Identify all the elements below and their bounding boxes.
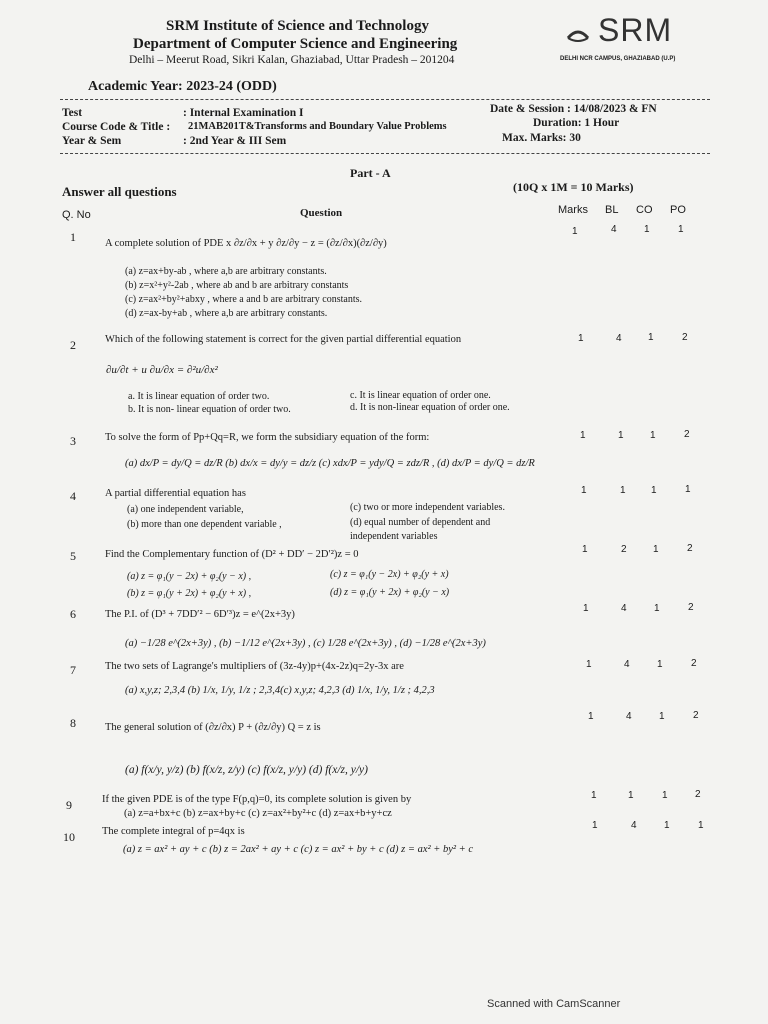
- option: (b) z = φ₁(y + 2x) + φ₂(y + x) ,: [127, 588, 252, 599]
- test-label: Test: [62, 107, 83, 119]
- divider: [60, 153, 710, 154]
- question-formula: ∂u/∂t + u ∂u/∂x = ∂²u/∂x²: [106, 364, 218, 376]
- bl-value: 4: [611, 224, 617, 235]
- instruction: Answer all questions: [62, 184, 177, 199]
- option: (c) z=ax²+by²+abxy , where a and b are arbitrary constants.: [125, 294, 362, 305]
- question-text: A partial differential equation has: [105, 488, 246, 499]
- option: (b) z=x²+y²-2ab , where ab and b are arbitrary constants: [125, 280, 349, 291]
- option: a. It is linear equation of order two.: [128, 391, 270, 402]
- test-value: : Internal Examination I: [183, 107, 304, 119]
- srm-logo: [560, 12, 730, 72]
- marks-value: 1: [582, 544, 588, 555]
- bl-value: 2: [621, 544, 627, 555]
- bl-value: 1: [620, 485, 626, 496]
- question-number: 9: [66, 798, 72, 812]
- po-value: 2: [687, 543, 693, 554]
- question-number: 8: [70, 716, 76, 730]
- srm-logo-icon: [564, 26, 592, 44]
- co-value: 1: [651, 485, 657, 496]
- bl-value: 4: [624, 659, 630, 670]
- co-value: 1: [657, 659, 663, 670]
- option: (a) z = φ₁(y − 2x) + φ₂(y − x) ,: [127, 571, 252, 582]
- marks-value: 1: [578, 333, 584, 344]
- question-text: The complete integral of p=4qx is: [102, 826, 245, 837]
- marks-scheme: (10Q x 1M = 10 Marks): [513, 180, 634, 194]
- po-value: 2: [691, 658, 697, 669]
- option: (d) z=ax-by+ab , where a,b are arbitrary constants.: [125, 308, 328, 319]
- divider: [60, 99, 710, 100]
- question-number: 5: [70, 549, 76, 563]
- marks-value: 1: [586, 659, 592, 670]
- option: (b) more than one dependent variable ,: [127, 519, 282, 530]
- question-text: Find the Complementary function of (D² + DD′ − 2D′²)z = 0: [105, 549, 359, 560]
- scanner-watermark: Scanned with CamScanner: [487, 998, 621, 1010]
- question-text: To solve the form of Pp+Qq=R, we form the subsidiary equation of the form:: [105, 432, 430, 443]
- option: (c) z = φ₁(y − 2x) + φ₂(y + x): [330, 569, 449, 580]
- date-session: Date & Session : 14/08/2023 & FN: [490, 103, 657, 115]
- marks-value: 1: [583, 603, 589, 614]
- co-value: 1: [648, 332, 654, 343]
- bl-value: 4: [631, 820, 637, 831]
- max-marks: Max. Marks: 30: [502, 132, 581, 144]
- option: c. It is linear equation of order one.: [350, 390, 491, 401]
- question-number: 4: [70, 489, 76, 503]
- question-number: 6: [70, 607, 76, 621]
- question-text: The P.I. of (D³ + 7DD′² − 6D′³)z = e^(2x+3y): [105, 609, 295, 620]
- po-value: 2: [695, 789, 701, 800]
- question-formula: (a) f(x/y, y/z) (b) f(x/z, z/y) (c) f(x/z, y/y) (d) f(x/z, y/y): [125, 764, 368, 776]
- po-value: 1: [678, 224, 684, 235]
- col-po: PO: [670, 204, 686, 216]
- question-formula: (a) z = ax² + ay + c (b) z = 2ax² + ay + c (c) z = ax² + by + c (d) z = ax² + by² + c: [123, 844, 474, 855]
- option: (a) one independent variable,: [127, 504, 244, 515]
- option: (c) two or more independent variables.: [350, 502, 505, 513]
- question-text: A complete solution of PDE x ∂z/∂x + y ∂z/∂y − z = (∂z/∂x)(∂z/∂y): [105, 238, 387, 249]
- marks-value: 1: [588, 711, 594, 722]
- part-title: Part - A: [350, 166, 391, 180]
- logo-subtitle: DELHI NCR CAMPUS, GHAZIABAD (U.P): [560, 56, 676, 62]
- question-text: The two sets of Lagrange's multipliers of (3z-4y)p+(4x-2z)q=2y-3x are: [105, 661, 404, 672]
- question-formula: (a) x,y,z; 2,3,4 (b) 1/x, 1/y, 1/z ; 2,3,4(c) x,y,z; 4,2,3 (d) 1/x, 1/y, 1/z ; 4,2,3: [125, 685, 435, 696]
- marks-value: 1: [581, 485, 587, 496]
- logo-text: SRM: [598, 12, 673, 48]
- course-title: 21MAB201T&Transforms and Boundary Value Problems: [188, 121, 447, 132]
- option: b. It is non- linear equation of order two.: [128, 404, 291, 415]
- institute-name: SRM Institute of Science and Technology: [166, 18, 429, 34]
- duration: Duration: 1 Hour: [533, 117, 620, 129]
- bl-value: 1: [628, 790, 634, 801]
- col-marks: Marks: [558, 204, 588, 216]
- bl-value: 4: [616, 333, 622, 344]
- question-formula: (a) z=a+bx+c (b) z=ax+by+c (c) z=ax²+by²+c (d) z=ax+b+y+cz: [124, 808, 392, 819]
- question-text: Which of the following statement is correct for the given partial differential equation: [105, 334, 462, 345]
- col-qno: Q. No: [62, 209, 91, 221]
- po-value: 1: [685, 484, 691, 495]
- marks-value: 1: [591, 790, 597, 801]
- co-value: 1: [650, 430, 656, 441]
- co-value: 1: [662, 790, 668, 801]
- option: (d) equal number of dependent and independent variables: [350, 517, 491, 542]
- bl-value: 4: [626, 711, 632, 722]
- marks-value: 1: [592, 820, 598, 831]
- marks-value: 1: [572, 226, 578, 237]
- year-value: : 2nd Year & III Sem: [183, 135, 287, 147]
- question-number: 7: [70, 663, 76, 677]
- question-number: 10: [63, 830, 75, 844]
- col-question: Question: [300, 207, 343, 219]
- question-text: If the given PDE is of the type F(p,q)=0, its complete solution is given by: [102, 794, 412, 805]
- po-value: 1: [698, 820, 704, 831]
- po-value: 2: [682, 332, 688, 343]
- question-number: 3: [70, 434, 76, 448]
- marks-value: 1: [580, 430, 586, 441]
- department-name: Department of Computer Science and Engineering: [133, 36, 458, 52]
- year-label: Year & Sem: [62, 135, 122, 147]
- co-value: 1: [653, 544, 659, 555]
- po-value: 2: [693, 710, 699, 721]
- po-value: 2: [688, 602, 694, 613]
- question-formula: (a) −1/28 e^(2x+3y) , (b) −1/12 e^(2x+3y) , (c) 1/28 e^(2x+3y) , (d) −1/28 e^(2x+3y): [125, 638, 486, 649]
- co-value: 1: [664, 820, 670, 831]
- question-text: The general solution of (∂z/∂x) P + (∂z/∂y) Q = z is: [105, 722, 321, 733]
- bl-value: 1: [618, 430, 624, 441]
- address: Delhi – Meerut Road, Sikri Kalan, Ghaziabad, Uttar Pradesh – 201204: [129, 54, 455, 66]
- co-value: 1: [644, 224, 650, 235]
- option: (d) z = φ₁(y + 2x) + φ₂(y − x): [330, 587, 450, 598]
- col-co: CO: [636, 204, 653, 216]
- question-number: 2: [70, 338, 76, 352]
- co-value: 1: [654, 603, 660, 614]
- col-bl: BL: [605, 204, 619, 216]
- option: d. It is non-linear equation of order one.: [350, 402, 510, 413]
- bl-value: 4: [621, 603, 627, 614]
- academic-year: Academic Year: 2023-24 (ODD): [88, 79, 277, 94]
- co-value: 1: [659, 711, 665, 722]
- option: (a) z=ax+by-ab , where a,b are arbitrary constants.: [125, 266, 327, 277]
- question-formula: (a) dx/P = dy/Q = dz/R (b) dx/x = dy/y = dz/z (c) xdx/P = ydy/Q = zdz/R , (d) dx/P = dy/Q = dz/R: [125, 458, 535, 469]
- course-label: Course Code & Title :: [62, 121, 171, 133]
- po-value: 2: [684, 429, 690, 440]
- question-number: 1: [70, 230, 76, 244]
